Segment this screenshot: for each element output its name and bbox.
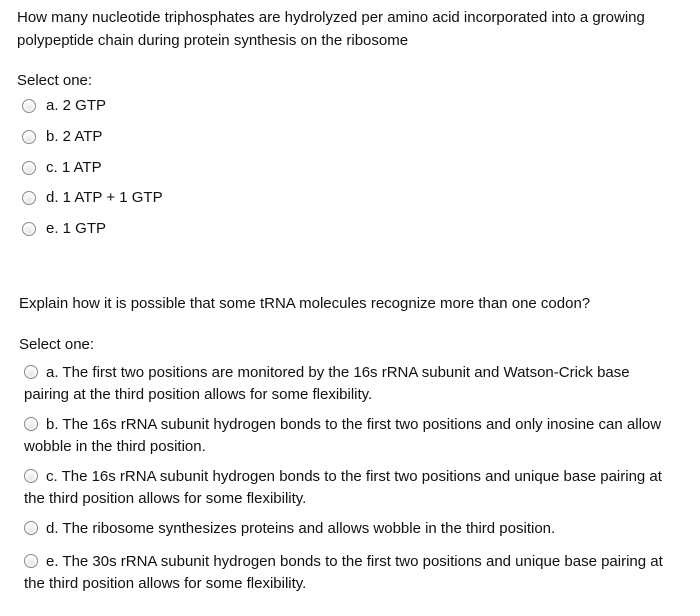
radio-button-icon[interactable] [24, 469, 38, 483]
q2-option-b-line-1: b. The 16s rRNA subunit hydrogen bonds to the first two positions and only inosine can allow [46, 416, 662, 433]
radio-button-icon[interactable] [24, 417, 38, 431]
q1-option-e-label: e. 1 GTP [46, 220, 107, 237]
q2-option-b-line-2: wobble in the third position. [24, 438, 206, 455]
radio-button-icon[interactable] [22, 191, 36, 205]
radio-button-icon[interactable] [22, 130, 36, 144]
q1-option-d-label: d. 1 ATP + 1 GTP [46, 189, 163, 206]
radio-button-icon[interactable] [24, 521, 38, 535]
q2-option-e-line-1: e. The 30s rRNA subunit hydrogen bonds to the first two positions and unique base pairing at [46, 553, 663, 570]
radio-button-icon[interactable] [22, 99, 36, 113]
q2-option-a[interactable] [24, 362, 684, 406]
radio-button-icon[interactable] [22, 161, 36, 175]
question-2-select-label: Select one: [19, 336, 95, 353]
question-1-text [17, 6, 645, 52]
q2-option-b[interactable] [24, 414, 694, 458]
q1-option-b-label: b. 2 ATP [46, 128, 103, 145]
q2-option-e-line-2: the third position allows for some flexibility. [24, 575, 307, 592]
q2-option-e[interactable] [24, 551, 694, 595]
question-2-text: Explain how it is possible that some tRNA molecules recognize more than one codon? [19, 295, 591, 312]
q2-option-a-line-2: pairing at the third position allows for some flexibility. [24, 386, 373, 403]
q2-option-a-line-1: a. The first two positions are monitored by the 16s rRNA subunit and Watson-Crick base [46, 364, 630, 381]
question-1-line-1: How many nucleotide triphosphates are hydrolyzed per amino acid incorporated into a growing [17, 9, 645, 26]
question-1-line-2: polypeptide chain during protein synthesis on the ribosome [17, 32, 409, 49]
q1-option-c[interactable] [22, 159, 102, 176]
q1-option-a[interactable] [22, 97, 106, 114]
q1-option-d[interactable] [22, 189, 163, 206]
q1-option-a-label: a. 2 GTP [46, 97, 107, 114]
q2-option-c-line-1: c. The 16s rRNA subunit hydrogen bonds to the first two positions and unique base pairing at [46, 468, 662, 485]
q1-option-b[interactable] [22, 128, 102, 145]
q2-option-d[interactable] [24, 518, 694, 540]
q2-option-d-line-1: d. The ribosome synthesizes proteins and allows wobble in the third position. [46, 520, 556, 537]
radio-button-icon[interactable] [24, 554, 38, 568]
q1-option-e[interactable] [22, 220, 106, 237]
radio-button-icon[interactable] [24, 365, 38, 379]
q2-option-c[interactable] [24, 466, 694, 510]
q2-option-c-line-2: the third position allows for some flexibility. [24, 490, 307, 507]
q1-option-c-label: c. 1 ATP [46, 159, 102, 176]
question-1-select-label: Select one: [17, 72, 93, 89]
radio-button-icon[interactable] [22, 222, 36, 236]
